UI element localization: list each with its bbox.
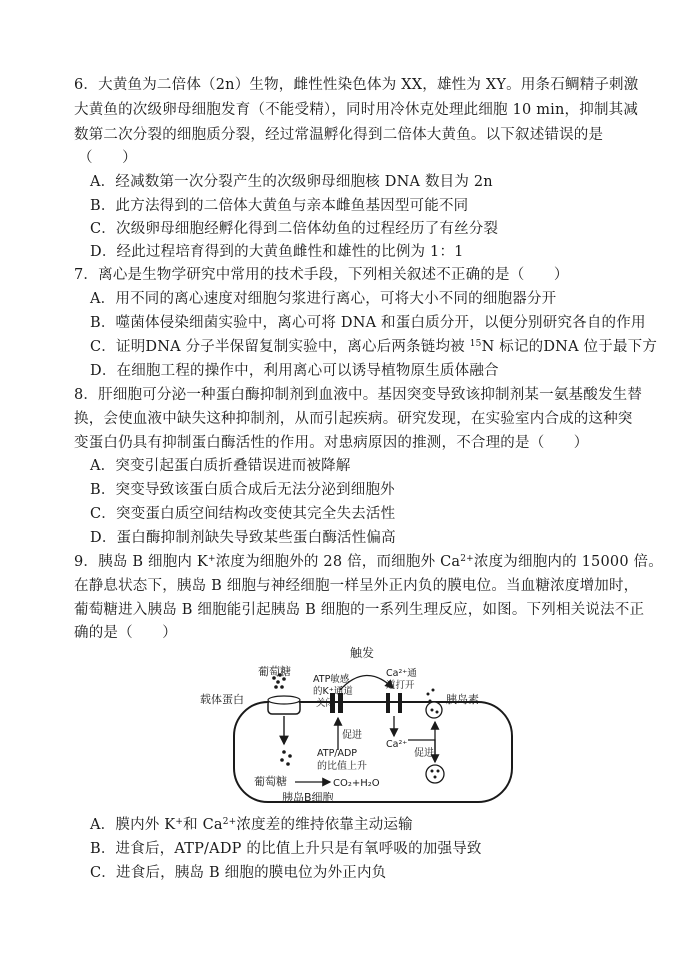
q9-option-a: [90, 814, 413, 836]
q9-stem-line-2: 在静息状态下，胰岛 B 细胞与神经细胞一样呈外正内负的膜电位。当血糖浓度增加时，: [74, 578, 639, 594]
q9-stem-line-3: 葡萄糖进入胰岛 B 细胞能引起胰岛 B 细胞的一系列生理反应，如图。下列相关说法不正: [74, 602, 645, 618]
q9-stem-line-1: [74, 551, 663, 573]
q9-option-a-text-1: A．膜内外 K: [90, 817, 176, 833]
carrier-protein-top: [268, 696, 300, 704]
q9-stem-sup-2: 2+: [460, 554, 474, 564]
label-carrier-protein: 载体蛋白: [200, 693, 244, 706]
label-trigger: 触发: [350, 646, 375, 660]
q9-stem-sup-1: +: [207, 554, 216, 564]
label-ca-inside: Ca²⁺: [386, 739, 408, 750]
q9-stem-text-3: 浓度为细胞内的 15000 倍。: [473, 554, 663, 570]
label-atp-sensitive-2: 的K⁺通道: [313, 686, 353, 697]
q8-option-c: C．突变蛋白质空间结构改变使其完全失去活性: [90, 506, 396, 522]
q6-option-d: D．经此过程培育得到的大黄鱼雌性和雄性的比例为 1：1: [90, 244, 464, 260]
q9-option-c: C．进食后，胰岛 B 细胞的膜电位为外正内负: [90, 865, 387, 881]
glucose-dots-inside: [280, 750, 292, 766]
q6-stem-line-3: 数第二次分裂的细胞质分裂，经过常温孵化得到二倍体大黄鱼。以下叙述错误的是: [74, 127, 604, 143]
q8-stem-line-3: 变蛋白仍具有抑制蛋白酶活性的作用。对患病原因的推测，不合理的是（ ）: [74, 435, 589, 451]
q7-stem: 7．离心是生物学研究中常用的技术手段，下列相关叙述不正确的是（ ）: [74, 267, 569, 283]
q8-option-d: D．蛋白酶抑制剂缺失导致某些蛋白酶活性偏高: [90, 530, 396, 546]
q9-stem-text-1: 9．胰岛 B 细胞内 K: [74, 554, 208, 570]
q7-option-c-superscript: 15: [469, 339, 482, 349]
q6-stem-line-2: 大黄鱼的次级卵母细胞发育（不能受精），同时用冷休克处理此细胞 10 min，抑制其减: [74, 102, 639, 118]
label-atp-adp-2: 的比值上升: [317, 761, 367, 772]
label-ca-channel-2: 道打开: [386, 680, 415, 691]
q7-option-b: B．噬菌体侵染细菌实验中，离心可将 DNA 和蛋白质分开，以便分别研究各自的作用: [90, 315, 646, 331]
insulin-vesicle: [426, 765, 444, 783]
q9-stem-text-2: 浓度为细胞外的 28 倍，而细胞外 Ca: [215, 554, 461, 570]
q6-option-a: A．经减数第一次分裂产生的次级卵母细胞核 DNA 数目为 2n: [90, 174, 493, 190]
q9-option-a-sup-1: +: [175, 817, 184, 827]
label-closed: 关闭: [316, 698, 336, 709]
label-glucose-outside: 葡萄糖: [258, 665, 291, 678]
q9-stem-line-4: 确的是（ ）: [74, 625, 177, 641]
beta-cell-diagram-svg: [190, 640, 520, 805]
label-ca-channel-1: Ca²⁺通: [386, 668, 417, 679]
label-atp-sensitive-1: ATP敏感: [313, 674, 350, 685]
q8-stem-line-2: 换，会使血液中缺失这种抑制剂，从而引起疾病。研究发现，在实验室内合成的这种突: [74, 411, 633, 427]
label-insulin: 胰岛素: [446, 693, 479, 706]
q9-option-a-text-3: 浓度差的维持依靠主动运输: [236, 817, 413, 833]
label-promote-1: 促进: [342, 730, 362, 741]
q6-option-b: B．此方法得到的二倍体大黄鱼与亲本雌鱼基因型可能不同: [90, 198, 469, 214]
label-glucose-inside: 葡萄糖: [254, 775, 287, 788]
q8-option-b: B．突变导致该蛋白质合成后无法分泌到细胞外: [90, 482, 395, 498]
q6-answer-blank: （ ）: [78, 150, 137, 166]
q7-option-c-text-1: C．证明DNA 分子半保留复制实验中，离心后两条链均被: [90, 339, 470, 355]
q9-option-a-text-2: 和 Ca: [183, 817, 223, 833]
label-beta-cell: 胰岛B细胞: [282, 791, 334, 804]
q7-option-a: A．用不同的离心速度对细胞匀浆进行离心，可将大小不同的细胞器分开: [90, 291, 557, 307]
q7-option-c-text-2: N 标记的DNA 位于最下方: [481, 339, 658, 355]
q9-option-a-sup-2: 2+: [222, 817, 237, 827]
q7-option-d: D．在细胞工程的操作中，利用离心可以诱导植物原生质体融合: [90, 363, 499, 379]
ca-channel-right: [398, 693, 402, 713]
exocytosis-vesicle: [426, 702, 442, 718]
q9-option-b: B．进食后，ATP/ADP 的比值上升只是有氧呼吸的加强导致: [90, 841, 482, 857]
q8-option-a: A．突变引起蛋白质折叠错误进而被降解: [90, 458, 351, 474]
q7-option-c: [90, 336, 657, 358]
q8-stem-line-1: 8．肝细胞可分泌一种蛋白酶抑制剂到血液中。基因突变导致该抑制剂某一氨基酸发生替: [74, 387, 643, 403]
label-products: CO₂+H₂O: [333, 778, 380, 789]
q6-option-c: C．次级卵母细胞经孵化得到二倍体幼鱼的过程经历了有丝分裂: [90, 221, 499, 237]
label-promote-2: 促进: [414, 748, 434, 759]
q6-stem-line-1: 6．大黄鱼为二倍体（2n）生物，雌性性染色体为 XX，雄性为 XY。用条石鲷精子刺激: [74, 77, 639, 93]
label-atp-adp-1: ATP/ADP: [317, 748, 358, 759]
ca-channel-left: [386, 693, 390, 713]
beta-cell-diagram: [190, 640, 520, 805]
